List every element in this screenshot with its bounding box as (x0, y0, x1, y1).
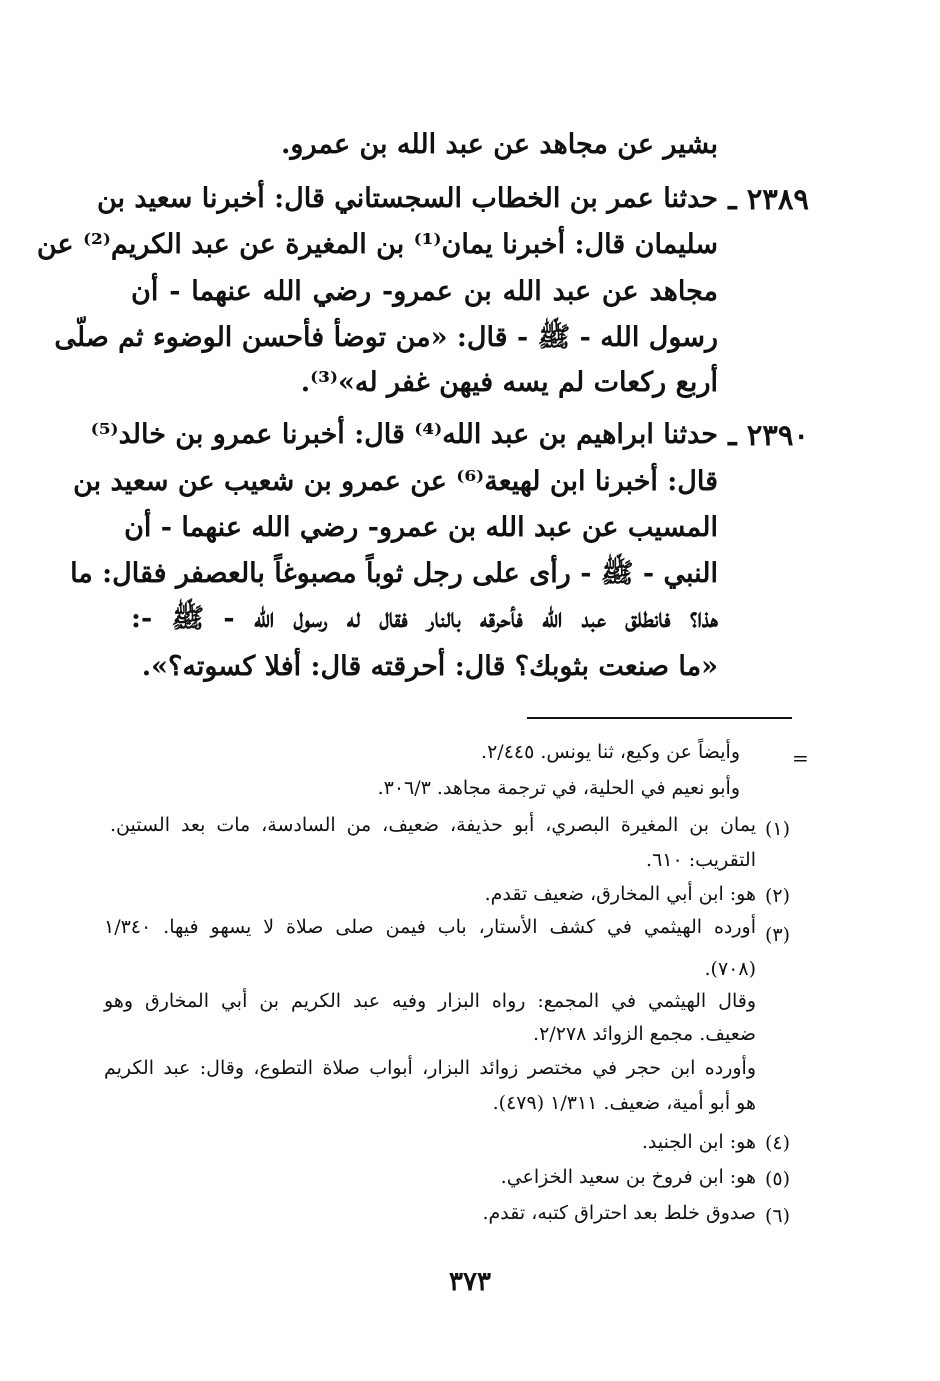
hadith-2390-line-1: حدثنا ابراهيم بن عبد الله⁽⁴⁾ قال: أخبرنا عمرو بن خالد⁽⁵⁾ (90, 419, 718, 450)
hadith-2390-line-2: قال: أخبرنا ابن لهيعة⁽⁶⁾ عن عمرو بن شعيب عن سعيد بن (73, 466, 718, 497)
intro-line: بشير عن مجاهد عن عبد الله بن عمرو. (281, 129, 718, 160)
footnote-3-line-6: هو أبو أمية، ضعيف. ١/٣١١ (٤٧٩). (492, 1092, 756, 1114)
footnote-continuation-line-2: وأبو نعيم في الحلية، في ترجمة مجاهد. ٣٠٦/٣. (377, 777, 740, 799)
footnote-3-line-5: وأورده ابن حجر في مختصر زوائد البزار، أبواب صلاة التطوع، وقال: عبد الكريم (104, 1057, 756, 1079)
footnote-1-line-1: يمان بن المغيرة البصري، أبو حذيفة، ضعيف، من السادسة، مات بعد الستين. (110, 814, 756, 836)
footnote-1-line-2: التقريب: ٦١٠. (646, 849, 756, 871)
hadith-number-2390: ٢٣٩٠ ـ (728, 418, 809, 452)
footnote-marker-4: (٤) (764, 1132, 790, 1154)
footnote-3-line-4: ضعيف. مجمع الزوائد ٢/٢٧٨. (533, 1023, 756, 1045)
footnote-continuation-line-1: وأيضاً عن وكيع، ثنا يونس. ٢/٤٤٥. (481, 741, 740, 763)
footnote-3-line-2: (٧٠٨). (704, 958, 756, 980)
hadith-2389-line-3: مجاهد عن عبد الله بن عمرو- رضي الله عنهما - أن (131, 276, 718, 307)
footnote-3-line-3: وقال الهيثمي في المجمع: رواه البزار وفيه عبد الكريم بن أبي المخارق وهو (104, 990, 756, 1012)
hadith-2390-line-6: «ما صنعت بثوبك؟ قال: أحرقته قال: أفلا كسوته؟». (141, 651, 718, 682)
hadith-2389-line-1: حدثنا عمر بن الخطاب السجستاني قال: أخبرنا سعيد بن (96, 183, 718, 214)
hadith-number-2389: ٢٣٨٩ ـ (728, 182, 809, 216)
hadith-2390-line-3: المسيب عن عبد الله بن عمرو- رضي الله عنهما - أن (124, 512, 718, 543)
footnote-marker-2: (٢) (764, 885, 790, 907)
footnote-2-line-1: هو: ابن أبي المخارق، ضعيف تقدم. (484, 883, 756, 905)
page-number: ٣٧٣ (449, 1267, 491, 1297)
footnote-marker-6: (٦) (764, 1205, 790, 1227)
hadith-2389-line-5: أربع ركعات لم يسه فيهن غفر له»⁽³⁾. (300, 367, 718, 398)
continuation-mark: = (792, 746, 809, 770)
footnote-marker-3: (٣) (764, 924, 790, 946)
hadith-2390-line-5: هذا؟ فانطلق عبد الله فأحرقه بالنار فقال له رسول الله - ﷺ -: (131, 603, 718, 634)
footnote-5-line-1: هو: ابن فروخ بن سعيد الخزاعي. (500, 1166, 756, 1188)
hadith-2389-line-4: رسول الله - ﷺ - قال: «من توضأ فأحسن الوضوء ثم صلّى (54, 322, 718, 353)
footnote-3-line-1: أورده الهيثمي في كشف الأستار، باب فيمن صلى صلاة لا يسهو فيها. ١/٣٤٠ (104, 916, 756, 938)
footnote-marker-5: (٥) (764, 1168, 790, 1190)
footnote-separator (527, 717, 792, 719)
hadith-2390-line-4: النبي - ﷺ - رأى على رجل ثوباً مصبوغاً بالعصفر فقال: ما (70, 558, 718, 589)
footnote-4-line-1: هو: ابن الجنيد. (641, 1131, 756, 1153)
footnote-marker-1: (١) (764, 818, 790, 840)
hadith-2389-line-2: سليمان قال: أخبرنا يمان⁽¹⁾ بن المغيرة عن عبد الكريم⁽²⁾ عن (36, 229, 718, 260)
footnote-6-line-1: صدوق خلط بعد احتراق كتبه، تقدم. (482, 1202, 756, 1224)
